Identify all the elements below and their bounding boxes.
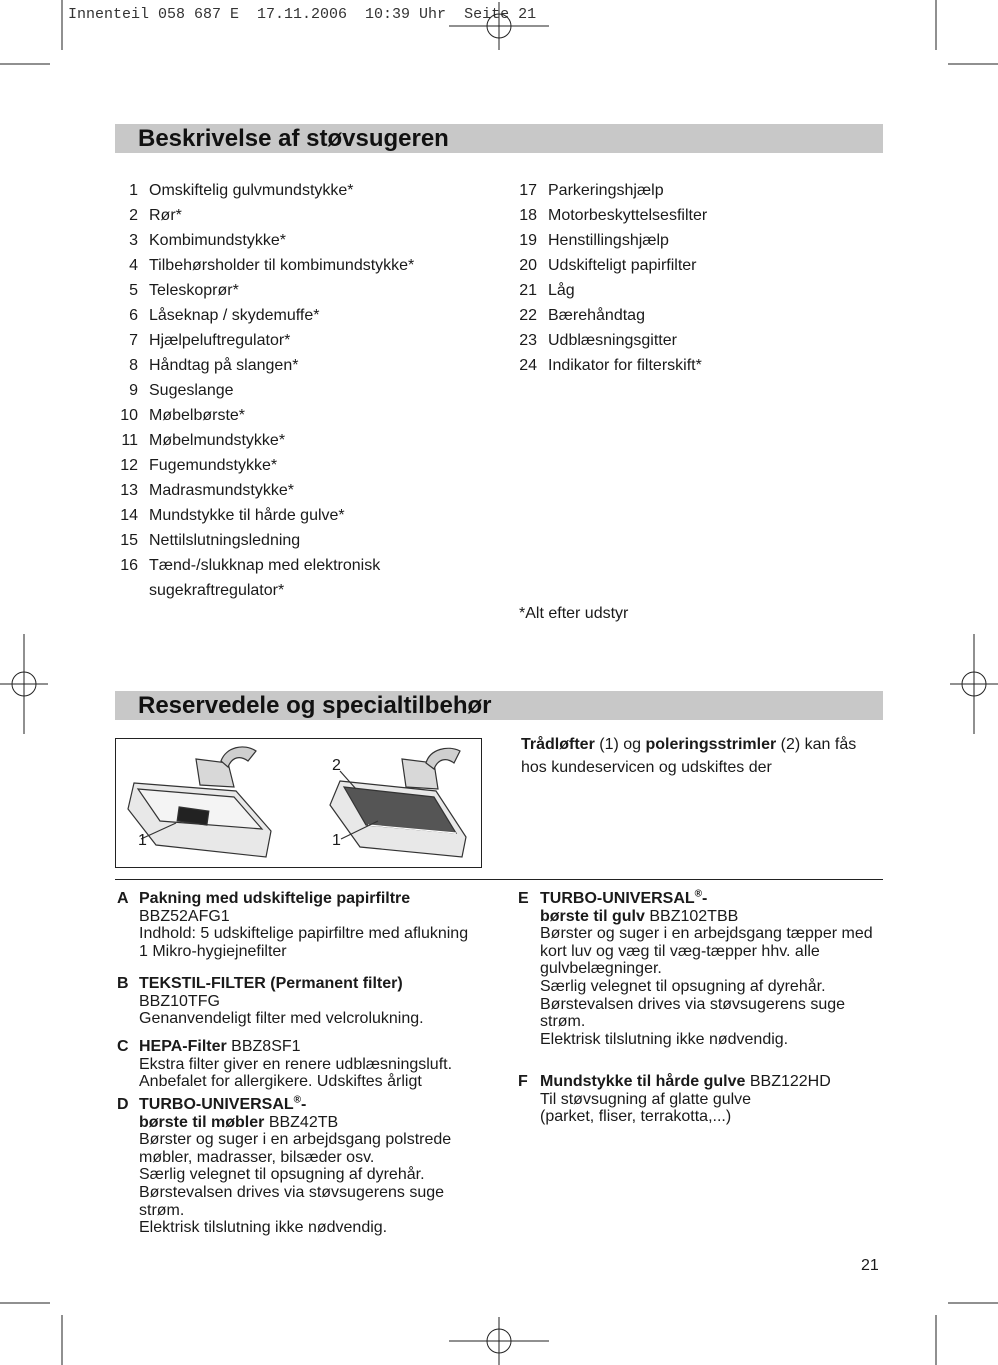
section-title: Reservedele og specialtilbehør [138, 692, 492, 719]
list-item: 19 Henstillingshjælp [519, 232, 669, 249]
list-item: 14 Mundstykke til hårde gulve* [120, 507, 345, 524]
figure-label: 1 [138, 832, 147, 849]
list-item: 15 Nettilslutningsledning [120, 532, 301, 549]
list-item: 20 Udskifteligt papirfilter [519, 257, 697, 274]
list-item: 1 Omskiftelig gulvmundstykke* [129, 182, 354, 199]
parts-list-right [517, 178, 877, 378]
list-item: 10 Møbelbørste* [120, 407, 246, 424]
section-title: Beskrivelse af støvsugeren [138, 125, 449, 152]
list-item: 17 Parkeringshjælp [519, 182, 664, 199]
page-number: 21 [861, 1257, 879, 1274]
nozzle-figure [115, 738, 482, 868]
list-item: 24 Indikator for filterskift* [519, 357, 702, 374]
list-item: 7 Hjælpeluftregulator* [129, 332, 291, 349]
spare-parts-intro: Trådløfter (1) og poleringsstrimler (2) kan fås hos kundeservicen og udskiftes der [521, 736, 857, 776]
list-item: 8 Håndtag på slangen* [129, 357, 299, 374]
floor-nozzle-icon [128, 747, 271, 857]
section-header-description [115, 124, 883, 153]
list-item: 2 Rør* [129, 207, 182, 224]
floor-nozzle-illustration [116, 739, 481, 867]
list-item: 23 Udblæsningsgitter [519, 332, 677, 349]
list-item: 12 Fugemundstykke* [120, 457, 278, 474]
list-item: 9 Sugeslange [129, 382, 234, 399]
list-item: 13 Madrasmundstykke* [120, 482, 294, 499]
list-item: 16 Tænd-/slukknap med elektronisk sugekraftregulator* [120, 557, 381, 599]
list-item: 18 Motorbeskyttelsesfilter [519, 207, 708, 224]
print-slug: Innenteil 058 687 E 17.11.2006 10:39 Uhr Seite 21 [68, 6, 537, 23]
list-item: 11 Møbelmundstykke* [121, 432, 286, 449]
figure-label: 2 [332, 757, 341, 774]
figure-label: 1 [332, 832, 341, 849]
divider [115, 879, 883, 880]
list-item: 21 Låg [519, 282, 575, 299]
list-item: 4 Tilbehørsholder til kombimundstykke* [129, 257, 415, 274]
parts-list-left [118, 178, 508, 603]
list-item: 22 Bærehåndtag [519, 307, 645, 324]
polishing-nozzle-icon [330, 748, 466, 857]
footnote: *Alt efter udstyr [519, 605, 629, 622]
list-item: 3 Kombimundstykke* [129, 232, 286, 249]
section-header-spare-parts [115, 691, 883, 720]
list-item: 6 Låseknap / skydemuffe* [129, 307, 320, 324]
list-item: 5 Teleskoprør* [129, 282, 239, 299]
